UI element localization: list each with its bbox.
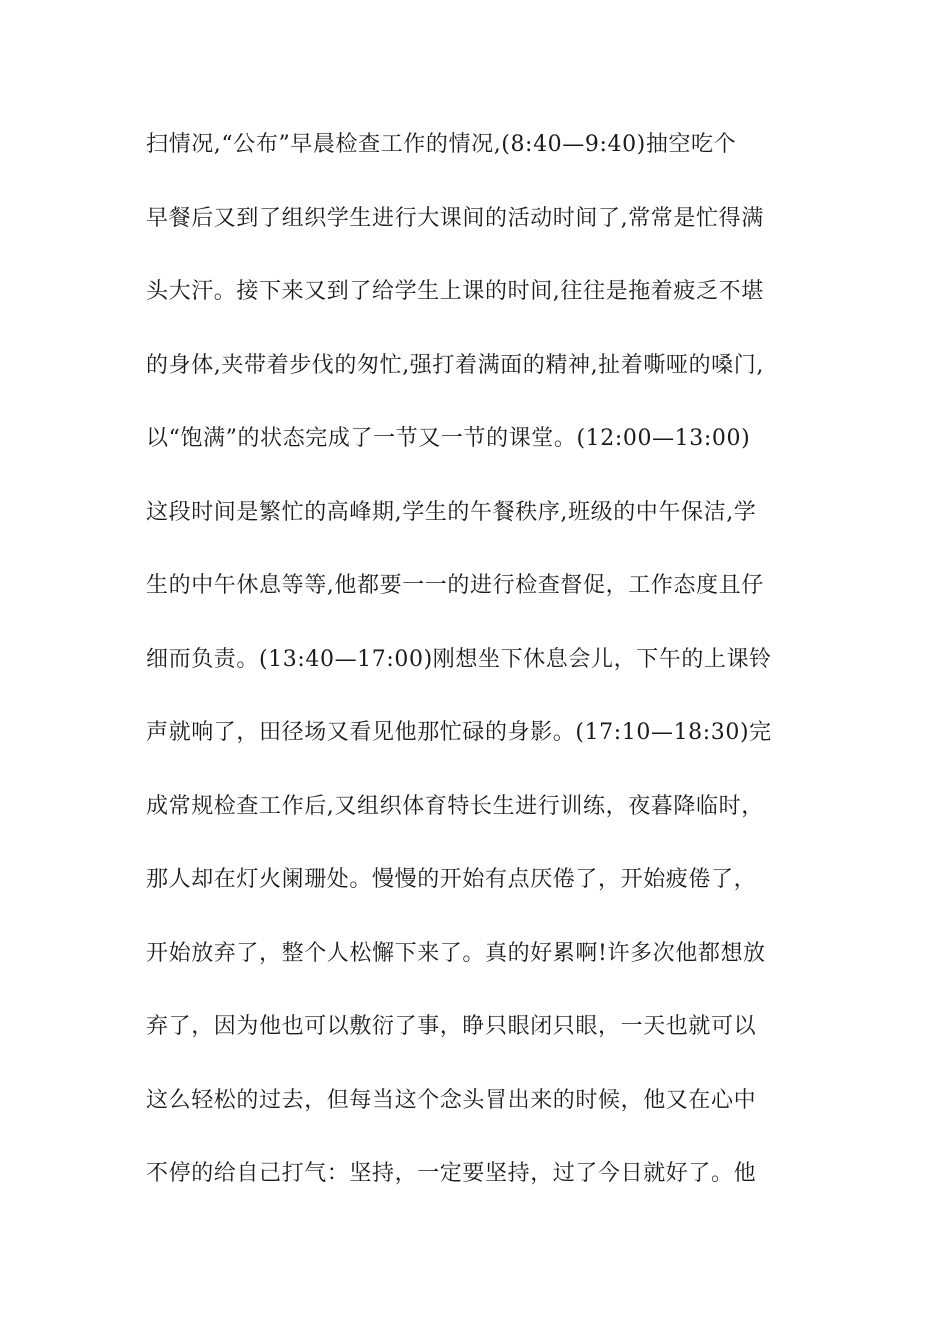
- text-line-3: 头大汗。接下来又到了给学生上课的时间,往往是拖着疲乏不堪: [146, 279, 764, 304]
- text-line-11: 那人却在灯火阑珊处。慢慢的开始有点厌倦了，开始疲倦了，: [146, 867, 757, 892]
- text-line-14: 这么轻松的过去，但每当这个念头冒出来的时候，他又在心中: [146, 1087, 757, 1113]
- body-text: [146, 128, 826, 1231]
- text-line-6: 这段时间是繁忙的高峰期,学生的午餐秩序,班级的中午保洁,学: [146, 499, 757, 525]
- text-line-9: 声就响了，田径场又看见他那忙碌的身影。(17:10—18:30)完: [146, 720, 772, 745]
- text-line-1: 扫情况,“公布”早晨检查工作的情况,(8:40—9:40)抽空吃个: [146, 132, 737, 157]
- text-line-15: 不停的给自己打气：坚持，一定要坚持，过了今日就好了。他: [146, 1161, 757, 1186]
- text-line-5: 以“饱满”的状态完成了一节又一节的课堂。(12:00—13:00): [146, 426, 751, 451]
- text-line-7: 生的中午休息等等,他都要一一的进行检查督促，工作态度且仔: [146, 573, 764, 598]
- text-line-12: 开始放弃了，整个人松懈下来了。真的好累啊!许多次他都想放: [146, 940, 766, 966]
- text-line-10: 成常规检查工作后,又组织体育特长生进行训练，夜暮降临时，: [146, 793, 764, 819]
- text-line-13: 弃了，因为他也可以敷衍了事，睁只眼闭只眼，一天也就可以: [146, 1014, 757, 1039]
- text-line-4: 的身体,夹带着步伐的匆忙,强打着满面的精神,扯着嘶哑的嗓门,: [146, 352, 764, 378]
- text-line-2: 早餐后又到了组织学生进行大课间的活动时间了,常常是忙得满: [146, 205, 764, 231]
- text-line-8: 细而负责。(13:40—17:00)刚想坐下休息会儿，下午的上课铃: [146, 646, 772, 672]
